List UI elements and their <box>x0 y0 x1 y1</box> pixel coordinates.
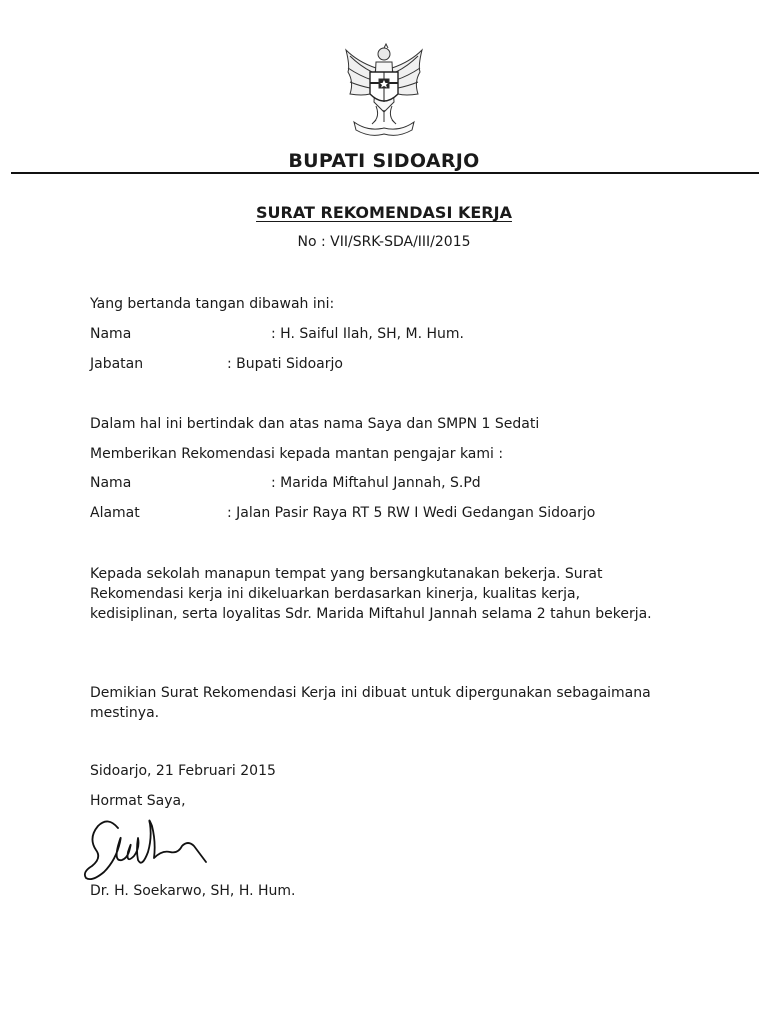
place-date: Sidoarjo, 21 Februari 2015 <box>90 763 276 779</box>
signatory-position-value: : Bupati Sidoarjo <box>227 356 343 372</box>
letter-title-text: SURAT REKOMENDASI KERJA <box>256 203 512 222</box>
header-divider <box>11 172 759 174</box>
statement-line-2: Memberikan Rekomendasi kepada mantan pengajar kami : <box>90 446 504 462</box>
signatory-name-label: Nama <box>90 326 132 342</box>
recipient-address-value: : Jalan Pasir Raya RT 5 RW I Wedi Gedangan Sidoarjo <box>227 505 596 521</box>
signatory-position-label: Jabatan <box>90 356 144 372</box>
organization-heading: BUPATI SIDOARJO <box>288 150 480 172</box>
salutation: Hormat Saya, <box>90 793 186 809</box>
signer-name: Dr. H. Soekarwo, SH, H. Hum. <box>90 883 296 899</box>
garuda-pancasila-emblem-icon <box>340 42 428 138</box>
recipient-address-label: Alamat <box>90 505 140 521</box>
recipient-name-label: Nama <box>90 475 132 491</box>
intro-line: Yang bertanda tangan dibawah ini: <box>90 296 335 312</box>
signatory-name-value: : H. Saiful Ilah, SH, M. Hum. <box>271 326 464 342</box>
statement-line-1: Dalam hal ini bertindak dan atas nama Saya dan SMPN 1 Sedati <box>90 416 540 432</box>
closing-paragraph: Demikian Surat Rekomendasi Kerja ini dibuat untuk dipergunakan sebagaimana mestinya. <box>90 685 651 721</box>
body-paragraph: Kepada sekolah manapun tempat yang bersangkutanakan bekerja. Surat Rekomendasi kerja ini dikeluarkan berdasarkan kinerja, kualitas kerja, kedisiplinan, serta loyalitas Sdr. Marida Miftahul Jannah selama 2 tahun bekerja. <box>90 566 652 622</box>
handwritten-signature <box>78 812 218 884</box>
letter-number: No : VII/SRK-SDA/III/2015 <box>297 234 471 250</box>
recipient-name-value: : Marida Miftahul Jannah, S.Pd <box>271 475 481 491</box>
letter-title <box>0 203 768 222</box>
